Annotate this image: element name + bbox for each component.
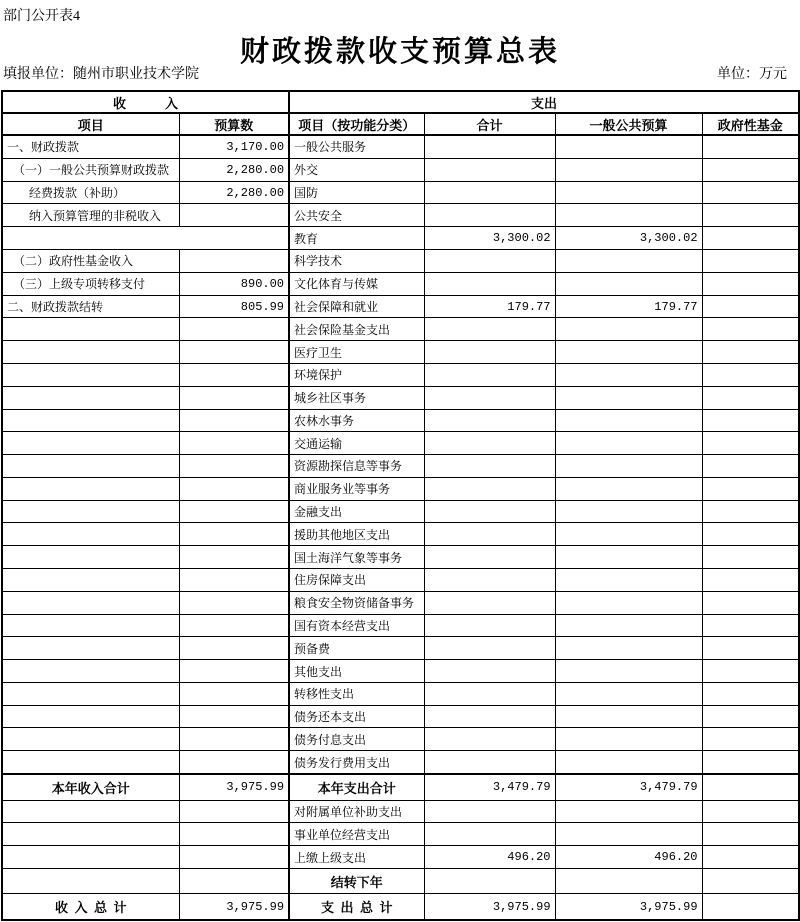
expense-item-cell: 债务还本支出 (289, 705, 424, 728)
table-row (2, 523, 799, 546)
table-row (2, 568, 799, 591)
expense-public-budget-cell (555, 204, 702, 227)
income-amount-cell: 3,170.00 (179, 135, 289, 158)
income-amount-cell (179, 523, 289, 546)
expense-public-budget-cell (555, 250, 702, 273)
income-amount-cell (179, 823, 289, 846)
table-row (2, 181, 799, 204)
expense-item-cell: 商业服务业等事务 (289, 477, 424, 500)
table-row (2, 775, 799, 800)
expense-fund-cell (702, 341, 799, 364)
expense-public-budget-cell (555, 591, 702, 614)
table-row (2, 341, 799, 364)
expense-item-cell: 一般公共服务 (289, 135, 424, 158)
expense-item-cell: 上缴上级支出 (289, 846, 424, 869)
income-item-cell: 经费拨款（补助） (2, 181, 179, 204)
expense-fund-cell (702, 500, 799, 523)
expense-total-cell (424, 181, 555, 204)
expense-fund-cell (702, 386, 799, 409)
expense-public-budget-cell (555, 823, 702, 846)
expense-item-cell: 国土海洋气象等事务 (289, 546, 424, 569)
income-amount-cell (179, 546, 289, 569)
income-item-cell (2, 455, 179, 478)
expense-total-cell (424, 341, 555, 364)
reporting-unit-label: 填报单位：随州市职业技术学院 (3, 67, 199, 82)
income-item-cell (2, 705, 179, 728)
expense-item-cell: 援助其他地区支出 (289, 523, 424, 546)
expense-public-budget-cell (555, 135, 702, 158)
col-header-budget-amount: 预算数 (179, 113, 289, 135)
expense-total-cell (424, 204, 555, 227)
income-item-cell (2, 728, 179, 751)
expense-item-cell: 其他支出 (289, 660, 424, 683)
expense-total-cell (424, 728, 555, 751)
expense-fund-cell (702, 477, 799, 500)
budget-table-body (2, 135, 799, 920)
expense-fund-cell (702, 363, 799, 386)
expense-fund-cell (702, 728, 799, 751)
table-row (2, 227, 799, 250)
table-row (2, 868, 799, 893)
table-row (2, 637, 799, 660)
expense-total-cell (424, 386, 555, 409)
section-header-row (2, 91, 799, 113)
expense-fund-cell (702, 181, 799, 204)
table-row (2, 477, 799, 500)
income-amount-cell: 890.00 (179, 272, 289, 295)
expense-public-budget-cell (555, 800, 702, 823)
expense-fund-cell (702, 894, 799, 920)
expense-fund-cell (702, 682, 799, 705)
table-row (2, 546, 799, 569)
expense-item-cell: 城乡社区事务 (289, 386, 424, 409)
table-row (2, 614, 799, 637)
table-row (2, 272, 799, 295)
expense-item-cell: 教育 (289, 227, 424, 250)
table-row (2, 846, 799, 869)
col-header-total: 合计 (424, 113, 555, 135)
expense-item-cell: 债务发行费用支出 (289, 751, 424, 774)
expense-public-budget-cell (555, 455, 702, 478)
expense-fund-cell (702, 800, 799, 823)
income-item-cell: （二）政府性基金收入 (2, 250, 179, 273)
expense-total-cell: 3,975.99 (424, 894, 555, 920)
income-amount-cell (179, 341, 289, 364)
col-header-public-budget: 一般公共预算 (555, 113, 702, 135)
col-header-expense-item: 项目（按功能分类） (289, 113, 424, 135)
budget-table (1, 90, 800, 921)
expense-total-cell (424, 158, 555, 181)
expense-public-budget-cell (555, 386, 702, 409)
expense-fund-cell (702, 272, 799, 295)
expense-total-cell (424, 823, 555, 846)
income-amount-cell (179, 500, 289, 523)
expense-public-budget-cell (555, 546, 702, 569)
expense-item-cell: 公共安全 (289, 204, 424, 227)
expense-total-cell (424, 868, 555, 893)
income-item-cell (2, 800, 179, 823)
expense-fund-cell (702, 705, 799, 728)
income-amount-cell (179, 363, 289, 386)
table-row (2, 204, 799, 227)
expense-total-cell (424, 477, 555, 500)
income-amount-cell (179, 728, 289, 751)
expense-fund-cell (702, 295, 799, 318)
income-item-cell (2, 823, 179, 846)
income-item-cell (2, 363, 179, 386)
expense-public-budget-cell (555, 318, 702, 341)
expense-total-cell (424, 591, 555, 614)
income-item-cell (2, 660, 179, 683)
expense-total-cell (424, 637, 555, 660)
table-row (2, 363, 799, 386)
expense-fund-cell (702, 227, 799, 250)
income-amount-cell (179, 318, 289, 341)
income-item-cell (2, 751, 179, 774)
expense-total-cell (424, 660, 555, 683)
income-merged-cell (2, 227, 289, 250)
expense-item-cell: 对附属单位补助支出 (289, 800, 424, 823)
income-amount-cell (179, 637, 289, 660)
page-title: 财政拨款收支预算总表 (239, 36, 560, 68)
income-item-cell (2, 546, 179, 569)
expense-total-cell: 3,479.79 (424, 775, 555, 800)
expense-public-budget-cell (555, 523, 702, 546)
income-amount-cell: 2,280.00 (179, 158, 289, 181)
expense-fund-cell (702, 546, 799, 569)
expense-fund-cell (702, 846, 799, 869)
table-row (2, 250, 799, 273)
expense-total-cell: 179.77 (424, 295, 555, 318)
expense-item-cell: 社会保障和就业 (289, 295, 424, 318)
expense-public-budget-cell: 3,479.79 (555, 775, 702, 800)
expense-section-header: 支出 (289, 91, 799, 113)
income-item-cell (2, 523, 179, 546)
expense-fund-cell (702, 614, 799, 637)
expense-item-cell: 科学技术 (289, 250, 424, 273)
income-amount-cell (179, 800, 289, 823)
income-amount-cell (179, 614, 289, 637)
expense-item-cell: 国防 (289, 181, 424, 204)
expense-total-cell (424, 614, 555, 637)
expense-total-cell: 496.20 (424, 846, 555, 869)
expense-total-cell (424, 318, 555, 341)
expense-total-cell (424, 568, 555, 591)
income-item-cell (2, 868, 179, 893)
expense-total-cell (424, 135, 555, 158)
expense-public-budget-cell: 3,300.02 (555, 227, 702, 250)
col-header-gov-fund: 政府性基金 (702, 113, 799, 135)
income-item-cell (2, 432, 179, 455)
expense-public-budget-cell (555, 868, 702, 893)
income-amount-cell: 3,975.99 (179, 775, 289, 800)
income-item-cell (2, 568, 179, 591)
col-header-income-item: 项目 (2, 113, 179, 135)
expense-item-cell: 资源勘探信息等事务 (289, 455, 424, 478)
expense-item-cell: 住房保障支出 (289, 568, 424, 591)
income-item-cell (2, 341, 179, 364)
table-row (2, 591, 799, 614)
income-amount-cell (179, 705, 289, 728)
income-amount-cell (179, 846, 289, 869)
expense-fund-cell (702, 775, 799, 800)
table-row (2, 728, 799, 751)
expense-public-budget-cell (555, 500, 702, 523)
expense-item-cell: 事业单位经营支出 (289, 823, 424, 846)
table-row (2, 682, 799, 705)
expense-public-budget-cell (555, 660, 702, 683)
expense-fund-cell (702, 591, 799, 614)
expense-item-cell: 债务付息支出 (289, 728, 424, 751)
income-amount-cell (179, 409, 289, 432)
expense-fund-cell (702, 660, 799, 683)
expense-total-cell (424, 682, 555, 705)
expense-item-cell: 国有资本经营支出 (289, 614, 424, 637)
expense-public-budget-cell (555, 341, 702, 364)
expense-fund-cell (702, 868, 799, 893)
expense-total-cell (424, 546, 555, 569)
expense-public-budget-cell (555, 432, 702, 455)
table-row (2, 660, 799, 683)
table-row (2, 751, 799, 774)
expense-total-cell (424, 409, 555, 432)
income-item-cell: 二、财政拨款结转 (2, 295, 179, 318)
column-header-row (2, 113, 799, 135)
income-amount-cell (179, 751, 289, 774)
table-row (2, 158, 799, 181)
expense-total-cell (424, 500, 555, 523)
table-row (2, 295, 799, 318)
expense-item-cell: 粮食安全物资储备事务 (289, 591, 424, 614)
income-amount-cell (179, 568, 289, 591)
expense-item-cell: 转移性支出 (289, 682, 424, 705)
table-row (2, 432, 799, 455)
expense-fund-cell (702, 455, 799, 478)
expense-fund-cell (702, 751, 799, 774)
expense-fund-cell (702, 250, 799, 273)
income-item-cell (2, 682, 179, 705)
income-amount-cell (179, 591, 289, 614)
expense-item-cell: 预备费 (289, 637, 424, 660)
expense-fund-cell (702, 823, 799, 846)
expense-public-budget-cell (555, 614, 702, 637)
expense-public-budget-cell (555, 181, 702, 204)
expense-item-cell: 社会保险基金支出 (289, 318, 424, 341)
expense-item-cell: 支 出 总 计 (289, 894, 424, 920)
expense-item-cell: 外交 (289, 158, 424, 181)
expense-public-budget-cell (555, 477, 702, 500)
income-item-cell: 一、财政拨款 (2, 135, 179, 158)
expense-public-budget-cell (555, 705, 702, 728)
expense-total-cell (424, 523, 555, 546)
income-item-cell (2, 477, 179, 500)
expense-fund-cell (702, 637, 799, 660)
table-row (2, 500, 799, 523)
expense-public-budget-cell (555, 158, 702, 181)
expense-public-budget-cell (555, 682, 702, 705)
expense-total-cell (424, 751, 555, 774)
expense-total-cell: 3,300.02 (424, 227, 555, 250)
table-row (2, 409, 799, 432)
table-row (2, 800, 799, 823)
expense-item-cell: 环境保护 (289, 363, 424, 386)
income-item-cell (2, 846, 179, 869)
expense-fund-cell (702, 523, 799, 546)
expense-item-cell: 医疗卫生 (289, 341, 424, 364)
income-amount-cell (179, 660, 289, 683)
income-item-cell: （三）上级专项转移支付 (2, 272, 179, 295)
income-amount-cell (179, 250, 289, 273)
expense-public-budget-cell (555, 409, 702, 432)
income-item-cell: 收 入 总 计 (2, 894, 179, 920)
expense-public-budget-cell (555, 363, 702, 386)
income-item-cell: 本年收入合计 (2, 775, 179, 800)
expense-fund-cell (702, 204, 799, 227)
income-amount-cell (179, 477, 289, 500)
income-item-cell (2, 614, 179, 637)
income-amount-cell: 2,280.00 (179, 181, 289, 204)
expense-public-budget-cell (555, 637, 702, 660)
expense-fund-cell (702, 318, 799, 341)
expense-fund-cell (702, 158, 799, 181)
table-row (2, 705, 799, 728)
income-amount-cell (179, 204, 289, 227)
doc-tag: 部门公开表4 (3, 9, 80, 24)
expense-public-budget-cell: 179.77 (555, 295, 702, 318)
income-item-cell (2, 386, 179, 409)
expense-item-cell: 交通运输 (289, 432, 424, 455)
expense-fund-cell (702, 135, 799, 158)
income-amount-cell: 3,975.99 (179, 894, 289, 920)
income-amount-cell (179, 432, 289, 455)
income-item-cell (2, 637, 179, 660)
expense-total-cell (424, 705, 555, 728)
income-item-cell: 纳入预算管理的非税收入 (2, 204, 179, 227)
expense-total-cell (424, 250, 555, 273)
table-row (2, 894, 799, 920)
expense-total-cell (424, 455, 555, 478)
table-row (2, 135, 799, 158)
table-row (2, 318, 799, 341)
expense-total-cell (424, 800, 555, 823)
expense-item-cell: 文化体育与传媒 (289, 272, 424, 295)
expense-item-cell: 金融支出 (289, 500, 424, 523)
table-row (2, 386, 799, 409)
expense-fund-cell (702, 568, 799, 591)
income-amount-cell (179, 868, 289, 893)
currency-unit-label: 单位：万元 (717, 67, 787, 82)
expense-fund-cell (702, 432, 799, 455)
income-amount-cell (179, 455, 289, 478)
income-amount-cell: 805.99 (179, 295, 289, 318)
expense-public-budget-cell: 3,975.99 (555, 894, 702, 920)
income-section-header: 收 入 (2, 91, 289, 113)
expense-fund-cell (702, 409, 799, 432)
expense-public-budget-cell (555, 568, 702, 591)
expense-total-cell (424, 432, 555, 455)
expense-item-cell: 农林水事务 (289, 409, 424, 432)
expense-public-budget-cell: 496.20 (555, 846, 702, 869)
expense-total-cell (424, 272, 555, 295)
table-row (2, 823, 799, 846)
income-item-cell (2, 318, 179, 341)
expense-item-cell: 本年支出合计 (289, 775, 424, 800)
income-amount-cell (179, 386, 289, 409)
income-amount-cell (179, 682, 289, 705)
expense-public-budget-cell (555, 272, 702, 295)
income-item-cell (2, 500, 179, 523)
expense-item-cell: 结转下年 (289, 868, 424, 893)
income-item-cell (2, 409, 179, 432)
expense-public-budget-cell (555, 751, 702, 774)
expense-total-cell (424, 363, 555, 386)
income-item-cell (2, 591, 179, 614)
table-row (2, 455, 799, 478)
income-item-cell: （一）一般公共预算财政拨款 (2, 158, 179, 181)
expense-public-budget-cell (555, 728, 702, 751)
